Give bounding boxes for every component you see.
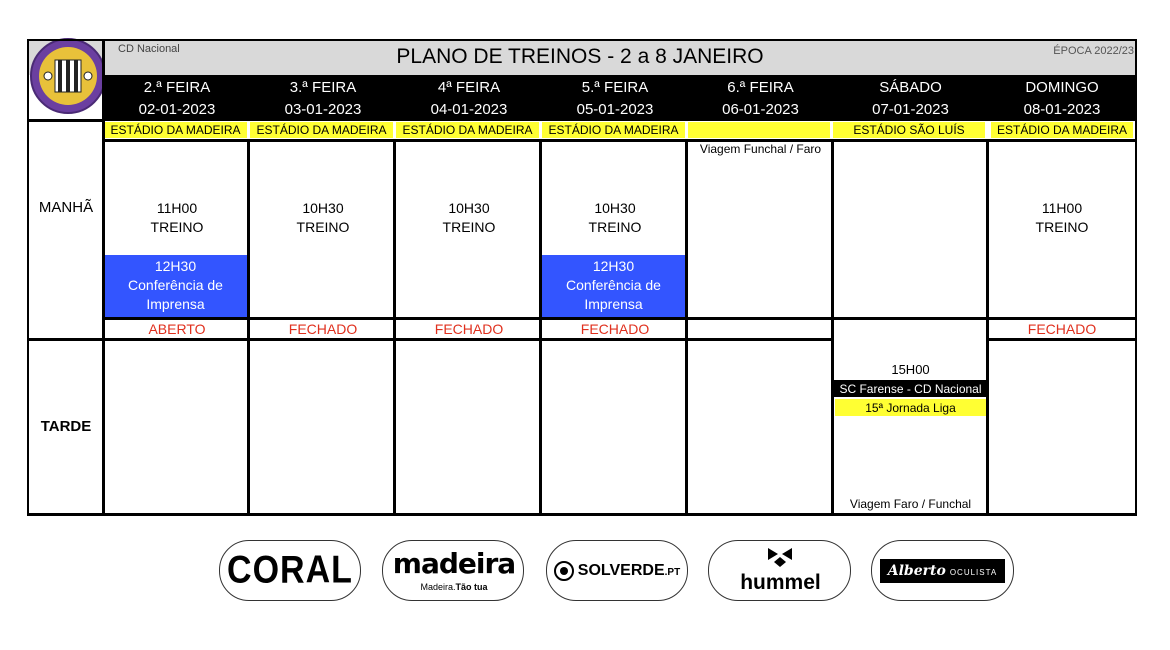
alberto-logo-text: Alberto	[887, 562, 946, 579]
session-activity: TREINO	[442, 219, 496, 235]
table-frame	[27, 39, 1137, 516]
press-label: Conferência de	[566, 277, 661, 293]
match-time: 15H00	[891, 362, 930, 377]
day-date: 08-01-2023	[1023, 101, 1101, 118]
divider	[28, 513, 1136, 516]
page-title: PLANO DE TREINOS - 2 a 8 JANEIRO	[396, 45, 764, 68]
status-thu: FECHADO	[580, 321, 650, 337]
session-activity: TREINO	[1035, 219, 1089, 235]
press-label: Imprensa	[584, 296, 643, 312]
press-time: 12H30	[154, 258, 197, 274]
row-label-morning: MANHÃ	[38, 199, 94, 216]
day-name: DOMINGO	[1025, 79, 1099, 96]
alberto-suffix: OCULISTA	[949, 567, 998, 577]
day-name: 2.ª FEIRA	[143, 79, 211, 96]
session-time: 11H00	[1041, 200, 1083, 216]
status-wed: FECHADO	[434, 321, 504, 337]
divider	[28, 338, 833, 341]
travel-note-sat: Viagem Faro / Funchal	[849, 497, 972, 511]
divider	[393, 139, 396, 516]
divider	[688, 139, 833, 142]
divider	[831, 139, 834, 516]
madeira-tag: Madeira.	[420, 582, 456, 592]
venue-sat: ESTÁDIO SÃO LUÍS	[833, 122, 985, 138]
divider	[988, 338, 1136, 341]
day-name: 5.ª FEIRA	[581, 79, 649, 96]
match-round: 15ª Jornada Liga	[835, 399, 986, 416]
venue-wed: ESTÁDIO DA MADEIRA	[396, 122, 539, 138]
alberto-logo-box	[880, 559, 1005, 583]
day-date: 07-01-2023	[872, 101, 949, 118]
row-label-afternoon: TARDE	[40, 418, 92, 435]
hummel-bee-icon	[765, 546, 795, 568]
divider	[104, 317, 1136, 320]
match-fixture: SC Farense - CD Nacional	[833, 380, 988, 397]
press-time: 12H30	[592, 258, 635, 274]
sponsor-coral[interactable]	[219, 540, 361, 601]
venue-mon: ESTÁDIO DA MADEIRA	[104, 122, 247, 138]
day-name: 6.ª FEIRA	[727, 79, 794, 96]
solverde-suffix: .PT	[664, 567, 681, 578]
divider	[685, 139, 688, 516]
status-sun: FECHADO	[1027, 321, 1097, 337]
session-time: 11H00	[156, 200, 198, 216]
session-time: 10H30	[594, 200, 636, 216]
sponsor-madeira[interactable]	[382, 540, 524, 601]
session-time: 10H30	[448, 200, 490, 216]
coral-logo-text: CORAL	[227, 548, 353, 592]
sponsor-alberto-oculista[interactable]	[871, 540, 1014, 601]
session-activity: TREINO	[296, 219, 350, 235]
venue-thu: ESTÁDIO DA MADEIRA	[542, 122, 685, 138]
venue-sun: ESTÁDIO DA MADEIRA	[991, 122, 1133, 138]
press-label: Imprensa	[146, 296, 205, 312]
madeira-tag-bold: Tão tua	[455, 582, 488, 592]
session-time: 10H30	[302, 200, 344, 216]
status-mon: ABERTO	[148, 321, 206, 337]
day-name: 3.ª FEIRA	[289, 79, 357, 96]
session-activity: TREINO	[150, 219, 204, 235]
press-label: Conferência de	[128, 277, 223, 293]
travel-note-fri: Viagem Funchal / Faro	[699, 142, 822, 156]
divider	[104, 139, 688, 142]
day-name: SÁBADO	[879, 79, 942, 96]
divider	[539, 139, 542, 516]
session-activity: TREINO	[588, 219, 642, 235]
status-tue: FECHADO	[288, 321, 358, 337]
day-date: 04-01-2023	[430, 101, 508, 118]
madeira-logo-text: madeira	[392, 547, 516, 580]
solverde-icon	[554, 561, 574, 581]
divider	[986, 139, 989, 516]
divider	[833, 139, 1136, 142]
madeira-tagline	[383, 582, 525, 592]
day-date: 02-01-2023	[138, 101, 216, 118]
hummel-logo-text: hummel	[740, 571, 821, 594]
season-label: ÉPOCA 2022/23	[1053, 45, 1134, 57]
day-name: 4ª FEIRA	[437, 79, 501, 96]
venue-tue: ESTÁDIO DA MADEIRA	[250, 122, 393, 138]
divider	[28, 119, 104, 122]
sponsor-solverde[interactable]	[546, 540, 688, 601]
club-name: CD Nacional	[118, 43, 180, 55]
day-date: 05-01-2023	[576, 101, 654, 118]
day-date: 06-01-2023	[722, 101, 799, 118]
day-date: 03-01-2023	[284, 101, 362, 118]
divider	[102, 40, 105, 516]
sponsor-hummel[interactable]	[708, 540, 851, 601]
divider	[247, 139, 250, 516]
solverde-logo-text: SOLVERDE	[577, 561, 665, 579]
